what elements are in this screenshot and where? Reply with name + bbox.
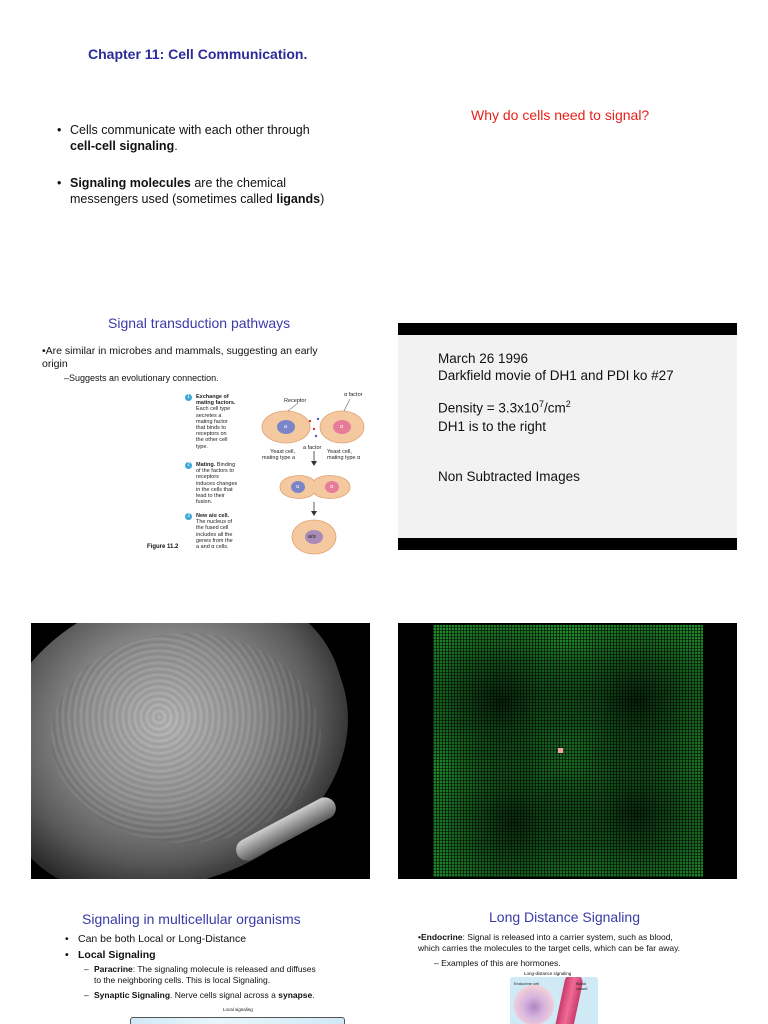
sub-bullet-synaptic: – Synaptic Signaling. Nerve cells signal across a synapse. — [84, 990, 315, 1000]
fused-cell-label: a/α — [308, 534, 316, 540]
bullet-signaling-molecules: • Signaling molecules are the chemical messengers used (sometimes called ligands) — [57, 176, 325, 206]
green-pixel-grid — [433, 625, 703, 877]
long-distance-figure — [510, 977, 598, 1024]
slide-why-signal — [398, 30, 738, 260]
bullet-local-long: • Can be both Local or Long-Distance — [65, 933, 247, 945]
step-2-text: 2 Mating. Binding of the factors to receptors induces changes in the cells that lead to their fusion. — [196, 462, 237, 505]
marker-dot — [558, 748, 563, 753]
figure-label: Local signaling — [223, 1007, 253, 1012]
step-number-icon: 1 — [185, 394, 192, 401]
bullet-local-signaling: • Local Signaling — [65, 949, 156, 961]
movie-description: Darkfield movie of DH1 and PDI ko #27 — [438, 368, 674, 383]
figure-label: Long-distance signaling — [524, 971, 572, 976]
slide-multicellular-signaling — [30, 900, 370, 1024]
sub-bullet: –Suggests an evolutionary connection. — [64, 373, 219, 383]
title-card-panel — [398, 335, 737, 538]
slide-title: Long Distance Signaling — [489, 909, 640, 925]
bullet-text: •Are similar in microbes and mammals, suggesting an early origin — [42, 345, 318, 370]
bullet-cell-signaling: • Cells communicate with each other through cell-cell signaling. — [57, 123, 310, 153]
image-type: Non Subtracted Images — [438, 469, 580, 484]
fusing-cells — [280, 476, 350, 499]
dh1-position: DH1 is to the right — [438, 419, 547, 434]
density-line: Density = $3.3x10^7/cm^2$ — [438, 399, 571, 416]
cell-a-label: a — [284, 424, 288, 430]
step-number-icon: 2 — [185, 462, 192, 469]
endocrine-cell-label: Endocrine cell — [514, 981, 540, 986]
step-number-icon: 3 — [185, 513, 192, 520]
hormones-example: – Examples of this are hormones. — [434, 958, 561, 968]
fused-a-label: a — [296, 484, 300, 490]
slide-darkfield-title-card — [398, 323, 737, 550]
question-text: Why do cells need to signal? — [471, 107, 650, 123]
receptor-label: Receptor — [284, 398, 307, 404]
a-factor-label: a factor — [303, 445, 322, 451]
date-line: March 26 1996 — [438, 351, 529, 366]
slide-long-distance-signaling — [398, 900, 737, 1024]
slide-title: Signaling in multicellular organisms — [82, 911, 301, 927]
cell-alpha-label: α — [340, 424, 344, 430]
yeast-cells-diagram — [258, 391, 368, 556]
slide-title: Chapter 11: Cell Communication. — [88, 46, 308, 62]
subtracted-image-grid — [398, 623, 737, 879]
cell-texture — [51, 633, 321, 843]
slide-title: Signal transduction pathways — [108, 315, 291, 331]
sub-bullet-paracrine: – Paracrine: The signaling molecule is released and diffuses to the neighboring cells. This is local Signaling. — [84, 964, 316, 985]
alpha-factor-label: α factor — [344, 392, 363, 398]
step-1-text: 1 Exchange of mating factors. Each cell type secretes a mating factor that binds to receptors on the other cell type. — [196, 394, 236, 450]
figure-caption: Figure 11.2 — [147, 544, 179, 550]
yeast-mating-figure — [140, 391, 370, 561]
fused-alpha-label: α — [330, 484, 334, 490]
darkfield-micrograph — [31, 623, 370, 879]
slide-cell-communication — [30, 30, 370, 260]
yeast-a-label: Yeast cell, mating type a — [262, 449, 296, 462]
blood-vessel-label: Blood vessel — [576, 981, 588, 991]
endocrine-cell — [514, 985, 554, 1024]
yeast-alpha-label: Yeast cell, mating type α — [327, 449, 361, 462]
endocrine-text: •Endocrine: Signal is released into a carrier system, such as blood, which carries the molecules to the target cells, which can be far away. — [418, 932, 681, 953]
step-3-text: 3 New a/α cell. The nucleus of the fused cell includes all the genes from the a and α cells. — [196, 513, 233, 550]
slide-signal-transduction — [30, 305, 370, 565]
local-signaling-figure — [130, 1017, 345, 1024]
